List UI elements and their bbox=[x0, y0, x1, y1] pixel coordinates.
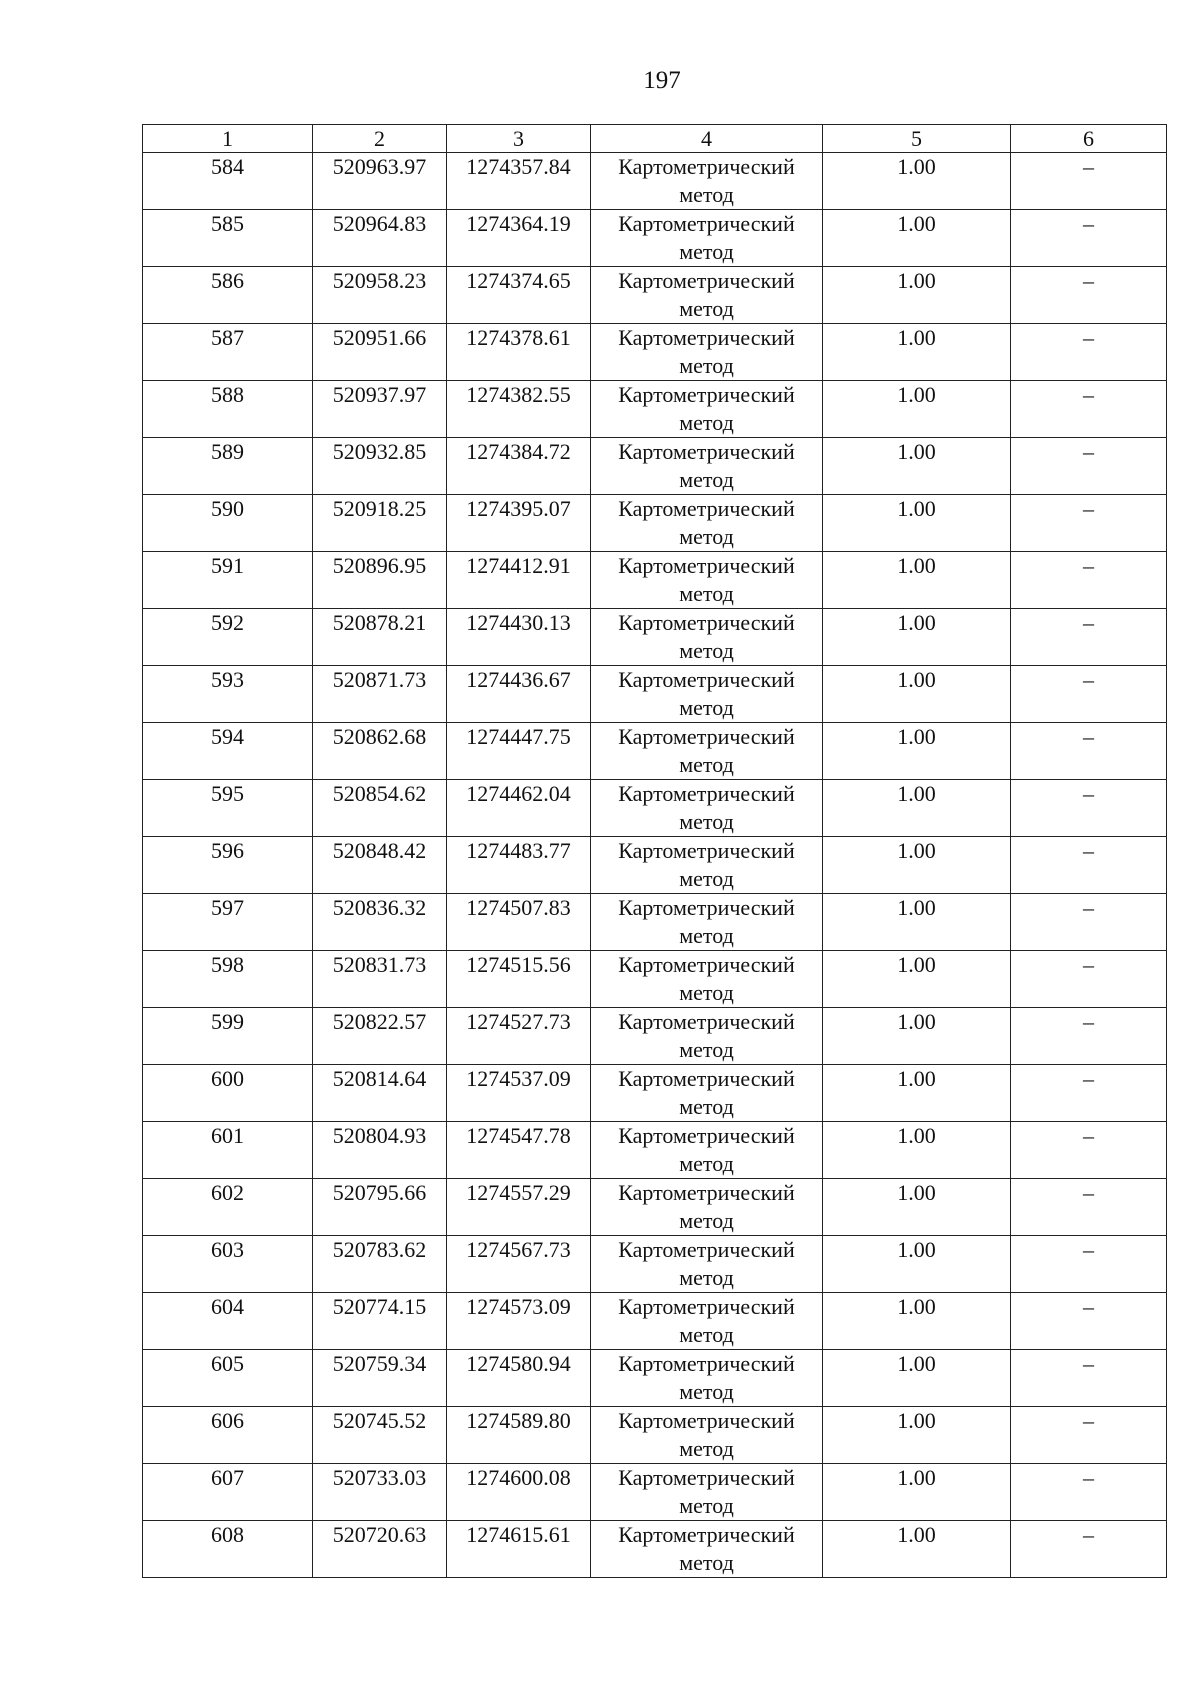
x-coordinate-cell: 520951.66 bbox=[313, 324, 447, 381]
method-cell bbox=[591, 210, 823, 267]
note-cell: – bbox=[1011, 1179, 1167, 1236]
point-number-cell: 608 bbox=[143, 1521, 313, 1578]
table-body bbox=[143, 153, 1167, 1578]
point-number-cell: 593 bbox=[143, 666, 313, 723]
accuracy-cell: 1.00 bbox=[823, 1293, 1011, 1350]
x-coordinate-cell: 520854.62 bbox=[313, 780, 447, 837]
x-coordinate-cell: 520795.66 bbox=[313, 1179, 447, 1236]
table-row bbox=[143, 723, 1167, 780]
table-row bbox=[143, 495, 1167, 552]
x-coordinate-cell: 520759.34 bbox=[313, 1350, 447, 1407]
point-number-cell: 603 bbox=[143, 1236, 313, 1293]
accuracy-cell: 1.00 bbox=[823, 951, 1011, 1008]
x-coordinate-cell: 520871.73 bbox=[313, 666, 447, 723]
point-number-cell: 597 bbox=[143, 894, 313, 951]
y-coordinate-cell: 1274462.04 bbox=[447, 780, 591, 837]
accuracy-cell: 1.00 bbox=[823, 495, 1011, 552]
method-text: Картометрический метод bbox=[618, 781, 795, 834]
method-text: Картометрический метод bbox=[618, 895, 795, 948]
y-coordinate-cell: 1274447.75 bbox=[447, 723, 591, 780]
y-coordinate-cell: 1274580.94 bbox=[447, 1350, 591, 1407]
y-coordinate-cell: 1274547.78 bbox=[447, 1122, 591, 1179]
coordinates-table bbox=[142, 124, 1167, 1578]
accuracy-cell: 1.00 bbox=[823, 1350, 1011, 1407]
table-row bbox=[143, 1350, 1167, 1407]
y-coordinate-cell: 1274384.72 bbox=[447, 438, 591, 495]
x-coordinate-cell: 520918.25 bbox=[313, 495, 447, 552]
note-cell: – bbox=[1011, 666, 1167, 723]
method-cell bbox=[591, 1521, 823, 1578]
point-number-cell: 591 bbox=[143, 552, 313, 609]
note-cell: – bbox=[1011, 267, 1167, 324]
x-coordinate-cell: 520814.64 bbox=[313, 1065, 447, 1122]
point-number-cell: 602 bbox=[143, 1179, 313, 1236]
note-cell: – bbox=[1011, 1464, 1167, 1521]
x-coordinate-cell: 520836.32 bbox=[313, 894, 447, 951]
point-number-cell: 600 bbox=[143, 1065, 313, 1122]
x-coordinate-cell: 520958.23 bbox=[313, 267, 447, 324]
table-header-row bbox=[143, 125, 1167, 153]
accuracy-cell: 1.00 bbox=[823, 780, 1011, 837]
note-cell: – bbox=[1011, 1065, 1167, 1122]
table-row bbox=[143, 1293, 1167, 1350]
method-cell bbox=[591, 267, 823, 324]
point-number-cell: 606 bbox=[143, 1407, 313, 1464]
method-text: Картометрический метод bbox=[618, 268, 795, 321]
method-cell bbox=[591, 951, 823, 1008]
method-text: Картометрический метод bbox=[618, 1294, 795, 1347]
method-text: Картометрический метод bbox=[618, 325, 795, 378]
method-cell bbox=[591, 1350, 823, 1407]
x-coordinate-cell: 520804.93 bbox=[313, 1122, 447, 1179]
accuracy-cell: 1.00 bbox=[823, 1407, 1011, 1464]
method-text: Картометрический метод bbox=[618, 952, 795, 1005]
point-number-cell: 586 bbox=[143, 267, 313, 324]
table-row bbox=[143, 1179, 1167, 1236]
note-cell: – bbox=[1011, 438, 1167, 495]
x-coordinate-cell: 520745.52 bbox=[313, 1407, 447, 1464]
page-number: 197 bbox=[643, 67, 681, 94]
table-row bbox=[143, 381, 1167, 438]
note-cell: – bbox=[1011, 1008, 1167, 1065]
y-coordinate-cell: 1274357.84 bbox=[447, 153, 591, 210]
accuracy-cell: 1.00 bbox=[823, 894, 1011, 951]
accuracy-cell: 1.00 bbox=[823, 666, 1011, 723]
method-text: Картометрический метод bbox=[618, 1123, 795, 1176]
x-coordinate-cell: 520848.42 bbox=[313, 837, 447, 894]
method-cell bbox=[591, 1293, 823, 1350]
method-text: Картометрический метод bbox=[618, 211, 795, 264]
method-cell bbox=[591, 1407, 823, 1464]
table-row bbox=[143, 894, 1167, 951]
x-coordinate-cell: 520963.97 bbox=[313, 153, 447, 210]
column-header: 2 bbox=[313, 125, 447, 153]
x-coordinate-cell: 520720.63 bbox=[313, 1521, 447, 1578]
method-text: Картометрический метод bbox=[618, 1066, 795, 1119]
point-number-cell: 604 bbox=[143, 1293, 313, 1350]
column-header: 5 bbox=[823, 125, 1011, 153]
column-header: 1 bbox=[143, 125, 313, 153]
note-cell: – bbox=[1011, 951, 1167, 1008]
note-cell: – bbox=[1011, 495, 1167, 552]
x-coordinate-cell: 520733.03 bbox=[313, 1464, 447, 1521]
method-text: Картометрический метод bbox=[618, 382, 795, 435]
method-cell bbox=[591, 438, 823, 495]
accuracy-cell: 1.00 bbox=[823, 210, 1011, 267]
method-text: Картометрический метод bbox=[618, 496, 795, 549]
accuracy-cell: 1.00 bbox=[823, 438, 1011, 495]
table-row bbox=[143, 1464, 1167, 1521]
point-number-cell: 592 bbox=[143, 609, 313, 666]
x-coordinate-cell: 520932.85 bbox=[313, 438, 447, 495]
note-cell: – bbox=[1011, 324, 1167, 381]
method-cell bbox=[591, 780, 823, 837]
y-coordinate-cell: 1274436.67 bbox=[447, 666, 591, 723]
table-row bbox=[143, 210, 1167, 267]
method-cell bbox=[591, 837, 823, 894]
x-coordinate-cell: 520964.83 bbox=[313, 210, 447, 267]
x-coordinate-cell: 520896.95 bbox=[313, 552, 447, 609]
accuracy-cell: 1.00 bbox=[823, 837, 1011, 894]
accuracy-cell: 1.00 bbox=[823, 1464, 1011, 1521]
point-number-cell: 594 bbox=[143, 723, 313, 780]
y-coordinate-cell: 1274483.77 bbox=[447, 837, 591, 894]
table-row bbox=[143, 153, 1167, 210]
note-cell: – bbox=[1011, 153, 1167, 210]
method-cell bbox=[591, 1464, 823, 1521]
table-row bbox=[143, 1521, 1167, 1578]
y-coordinate-cell: 1274382.55 bbox=[447, 381, 591, 438]
method-text: Картометрический метод bbox=[618, 667, 795, 720]
accuracy-cell: 1.00 bbox=[823, 552, 1011, 609]
accuracy-cell: 1.00 bbox=[823, 267, 1011, 324]
column-header: 3 bbox=[447, 125, 591, 153]
method-text: Картометрический метод bbox=[618, 724, 795, 777]
method-cell bbox=[591, 666, 823, 723]
point-number-cell: 596 bbox=[143, 837, 313, 894]
method-cell bbox=[591, 894, 823, 951]
point-number-cell: 598 bbox=[143, 951, 313, 1008]
y-coordinate-cell: 1274573.09 bbox=[447, 1293, 591, 1350]
accuracy-cell: 1.00 bbox=[823, 1236, 1011, 1293]
table-row bbox=[143, 552, 1167, 609]
table-row bbox=[143, 324, 1167, 381]
note-cell: – bbox=[1011, 780, 1167, 837]
method-text: Картометрический метод bbox=[618, 553, 795, 606]
method-cell bbox=[591, 723, 823, 780]
point-number-cell: 587 bbox=[143, 324, 313, 381]
note-cell: – bbox=[1011, 894, 1167, 951]
note-cell: – bbox=[1011, 1407, 1167, 1464]
note-cell: – bbox=[1011, 552, 1167, 609]
method-text: Картометрический метод bbox=[618, 1522, 795, 1575]
table-row bbox=[143, 609, 1167, 666]
method-cell bbox=[591, 495, 823, 552]
table-row bbox=[143, 666, 1167, 723]
method-cell bbox=[591, 1122, 823, 1179]
note-cell: – bbox=[1011, 1236, 1167, 1293]
note-cell: – bbox=[1011, 837, 1167, 894]
method-cell bbox=[591, 552, 823, 609]
method-text: Картометрический метод bbox=[618, 1351, 795, 1404]
table-row bbox=[143, 438, 1167, 495]
method-text: Картометрический метод bbox=[618, 154, 795, 207]
point-number-cell: 601 bbox=[143, 1122, 313, 1179]
method-cell bbox=[591, 153, 823, 210]
point-number-cell: 607 bbox=[143, 1464, 313, 1521]
method-text: Картометрический метод bbox=[618, 1408, 795, 1461]
note-cell: – bbox=[1011, 723, 1167, 780]
y-coordinate-cell: 1274600.08 bbox=[447, 1464, 591, 1521]
y-coordinate-cell: 1274615.61 bbox=[447, 1521, 591, 1578]
table-row bbox=[143, 951, 1167, 1008]
method-cell bbox=[591, 1179, 823, 1236]
x-coordinate-cell: 520783.62 bbox=[313, 1236, 447, 1293]
point-number-cell: 595 bbox=[143, 780, 313, 837]
method-text: Картометрический метод bbox=[618, 838, 795, 891]
accuracy-cell: 1.00 bbox=[823, 1179, 1011, 1236]
y-coordinate-cell: 1274567.73 bbox=[447, 1236, 591, 1293]
x-coordinate-cell: 520774.15 bbox=[313, 1293, 447, 1350]
table-row bbox=[143, 780, 1167, 837]
accuracy-cell: 1.00 bbox=[823, 381, 1011, 438]
table-row bbox=[143, 837, 1167, 894]
accuracy-cell: 1.00 bbox=[823, 1122, 1011, 1179]
table-row bbox=[143, 1236, 1167, 1293]
method-cell bbox=[591, 1236, 823, 1293]
method-text: Картометрический метод bbox=[618, 1009, 795, 1062]
method-text: Картометрический метод bbox=[618, 610, 795, 663]
accuracy-cell: 1.00 bbox=[823, 324, 1011, 381]
x-coordinate-cell: 520862.68 bbox=[313, 723, 447, 780]
column-header: 6 bbox=[1011, 125, 1167, 153]
note-cell: – bbox=[1011, 1122, 1167, 1179]
y-coordinate-cell: 1274364.19 bbox=[447, 210, 591, 267]
accuracy-cell: 1.00 bbox=[823, 723, 1011, 780]
accuracy-cell: 1.00 bbox=[823, 609, 1011, 666]
x-coordinate-cell: 520937.97 bbox=[313, 381, 447, 438]
accuracy-cell: 1.00 bbox=[823, 153, 1011, 210]
y-coordinate-cell: 1274430.13 bbox=[447, 609, 591, 666]
method-cell bbox=[591, 1065, 823, 1122]
method-cell bbox=[591, 381, 823, 438]
accuracy-cell: 1.00 bbox=[823, 1065, 1011, 1122]
accuracy-cell: 1.00 bbox=[823, 1008, 1011, 1065]
point-number-cell: 588 bbox=[143, 381, 313, 438]
table-row bbox=[143, 267, 1167, 324]
accuracy-cell: 1.00 bbox=[823, 1521, 1011, 1578]
note-cell: – bbox=[1011, 1350, 1167, 1407]
note-cell: – bbox=[1011, 609, 1167, 666]
x-coordinate-cell: 520822.57 bbox=[313, 1008, 447, 1065]
table-row bbox=[143, 1065, 1167, 1122]
y-coordinate-cell: 1274589.80 bbox=[447, 1407, 591, 1464]
y-coordinate-cell: 1274527.73 bbox=[447, 1008, 591, 1065]
point-number-cell: 599 bbox=[143, 1008, 313, 1065]
y-coordinate-cell: 1274395.07 bbox=[447, 495, 591, 552]
method-cell bbox=[591, 1008, 823, 1065]
point-number-cell: 589 bbox=[143, 438, 313, 495]
column-header: 4 bbox=[591, 125, 823, 153]
y-coordinate-cell: 1274515.56 bbox=[447, 951, 591, 1008]
note-cell: – bbox=[1011, 1521, 1167, 1578]
y-coordinate-cell: 1274507.83 bbox=[447, 894, 591, 951]
table-row bbox=[143, 1122, 1167, 1179]
method-cell bbox=[591, 609, 823, 666]
y-coordinate-cell: 1274374.65 bbox=[447, 267, 591, 324]
y-coordinate-cell: 1274557.29 bbox=[447, 1179, 591, 1236]
table-row bbox=[143, 1008, 1167, 1065]
method-cell bbox=[591, 324, 823, 381]
method-text: Картометрический метод bbox=[618, 1237, 795, 1290]
method-text: Картометрический метод bbox=[618, 439, 795, 492]
y-coordinate-cell: 1274412.91 bbox=[447, 552, 591, 609]
note-cell: – bbox=[1011, 381, 1167, 438]
point-number-cell: 605 bbox=[143, 1350, 313, 1407]
note-cell: – bbox=[1011, 1293, 1167, 1350]
point-number-cell: 584 bbox=[143, 153, 313, 210]
method-text: Картометрический метод bbox=[618, 1180, 795, 1233]
point-number-cell: 585 bbox=[143, 210, 313, 267]
table-row bbox=[143, 1407, 1167, 1464]
point-number-cell: 590 bbox=[143, 495, 313, 552]
y-coordinate-cell: 1274378.61 bbox=[447, 324, 591, 381]
note-cell: – bbox=[1011, 210, 1167, 267]
y-coordinate-cell: 1274537.09 bbox=[447, 1065, 591, 1122]
method-text: Картометрический метод bbox=[618, 1465, 795, 1518]
x-coordinate-cell: 520831.73 bbox=[313, 951, 447, 1008]
x-coordinate-cell: 520878.21 bbox=[313, 609, 447, 666]
